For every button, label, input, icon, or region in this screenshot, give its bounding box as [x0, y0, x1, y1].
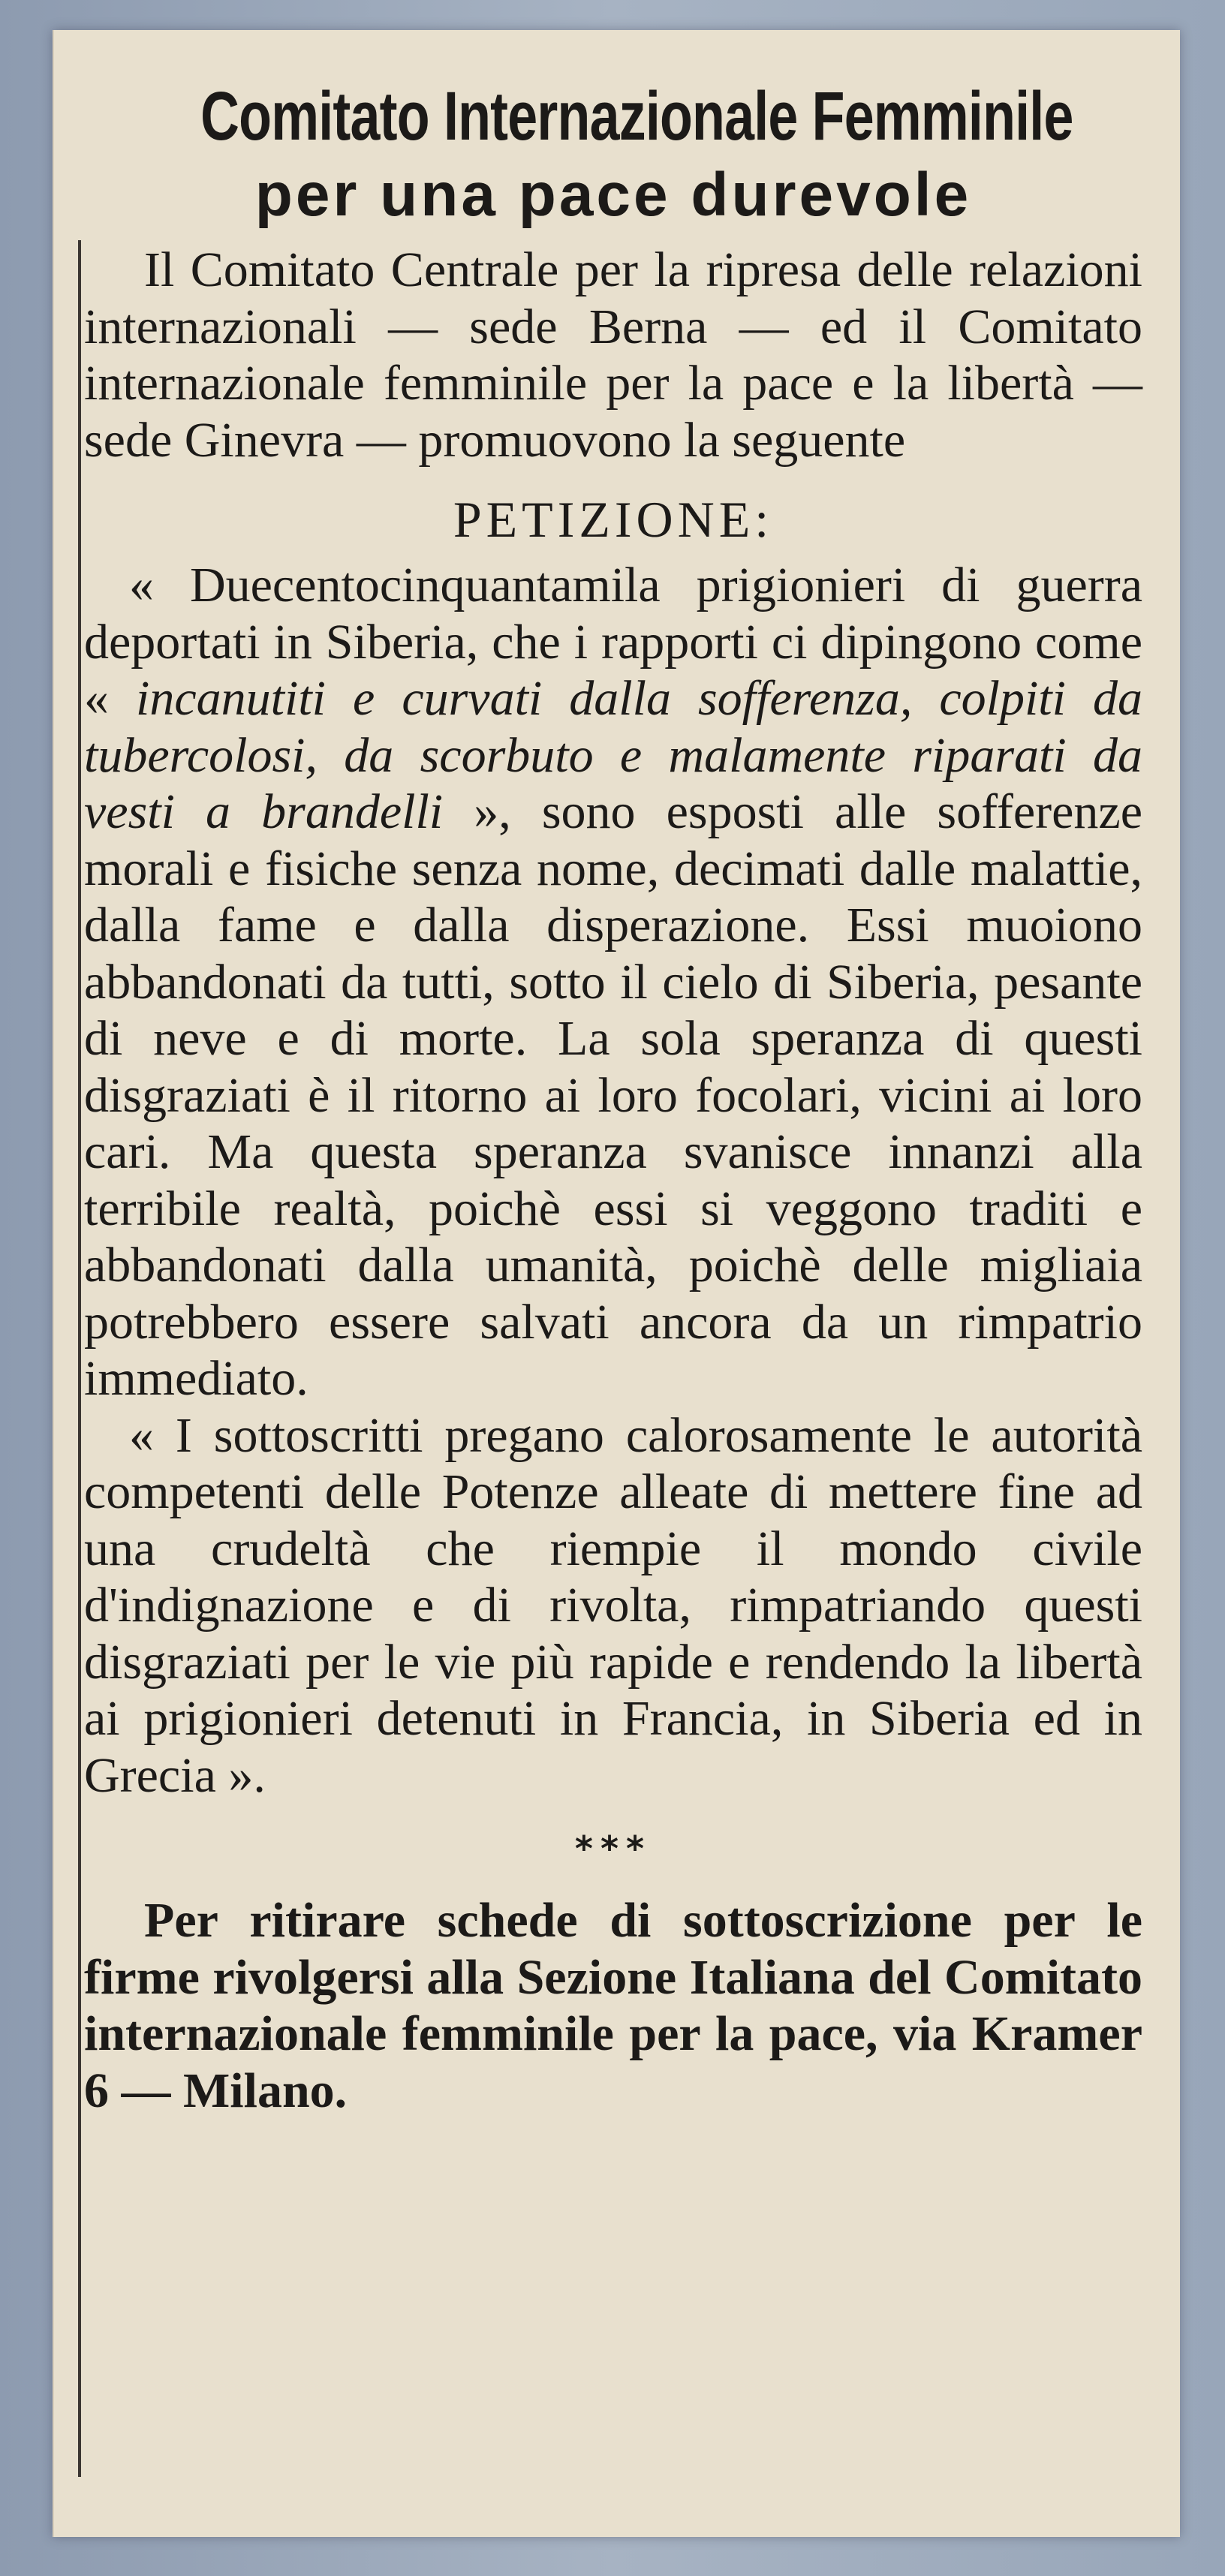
article-title: Comitato Internazionale Femminile: [200, 78, 1073, 155]
separator-stars: ***: [574, 1828, 652, 1869]
newspaper-clipping: [53, 30, 1180, 2537]
article-subtitle: per una pace durevole: [254, 161, 972, 229]
column-rule: [78, 240, 81, 2477]
petition-p1-start: « Duecentocinquantamila prigionieri di guerra deportati in Siberia, che i rapporti ci dipingono come «: [84, 558, 1142, 726]
section-heading: PETIZIONE:: [453, 491, 774, 548]
petition-paragraph-2: « I sottoscritti pregano calorosamente le autorità competenti delle Potenze alleate di mettere fine ad una crudeltà che riempie il mondo civile d'indignazione e di rivolta, rimpatriando questi disgraziati per le vie più rapide e rendendo la libertà ai prigionieri detenuti in Francia, in Siberia ed in Grecia ».: [84, 1407, 1142, 1803]
intro-paragraph: Il Comitato Centrale per la ripresa delle relazioni internazionali — sede Berna — ed il Comitato internazionale femminile per la pace e la libertà — sede Ginevra — promuovono la seguente: [84, 242, 1142, 468]
petition-paragraph-1: [84, 557, 1142, 1407]
petition-p1-end: », sono esposti alle sofferenze morali e fisiche senza nome, decimati dalle malattie, dalla fame e dalla disperazione. Essi muoiono abbandonati da tutti, sotto il cielo di Siberia, pesante di neve e di morte. La sola speranza di questi disgraziati è il ritorno ai loro focolari, vicini ai loro cari. Ma questa speranza svanisce innanzi alla terribile realtà, poichè essi si veggono traditi e abbandonati dalla umanità, poichè delle migliaia potrebbero essere salvati ancora da un rimpatrio immediato.: [84, 784, 1143, 1406]
petition-p1-italic-quote: incanutiti e curvati dalla sofferenza, colpiti da tubercolosi, da scorbuto e malamente riparati da vesti a brandelli: [84, 671, 1142, 839]
footer-paragraph: Per ritirare schede di sottoscrizione per le firme rivolgersi alla Sezione Italiana del Comitato internazionale femminile per la pace, via Kramer 6 — Milano.: [84, 1893, 1142, 2118]
clipping-content: [84, 75, 1142, 2507]
